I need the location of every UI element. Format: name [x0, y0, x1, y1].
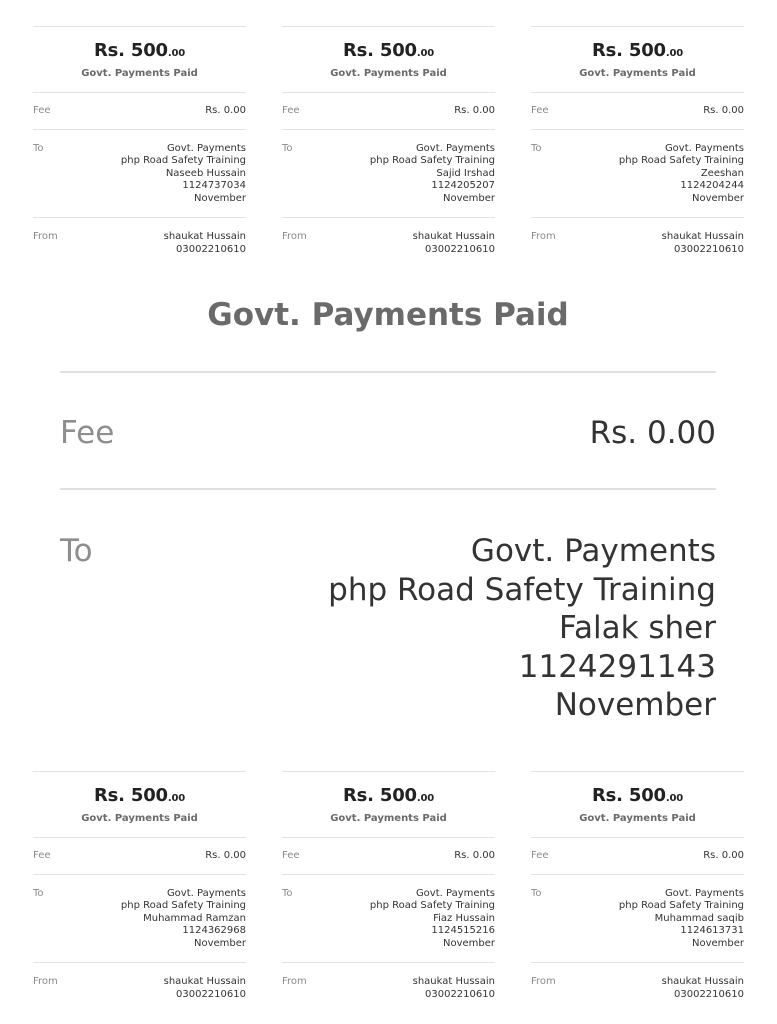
receipt-card [33, 771, 246, 1001]
to-row [282, 130, 495, 218]
to-row [33, 130, 246, 218]
amount-cents: .00 [167, 48, 185, 59]
recipient-line: Muhammad saqib [654, 912, 744, 924]
divider [282, 26, 495, 27]
sender-line: shaukat Hussain [412, 231, 495, 242]
recipient-line: 1124515216 [431, 925, 495, 936]
fee-row [531, 838, 744, 874]
fee-label: Fee [33, 850, 51, 861]
amount-cents: .00 [416, 48, 434, 59]
to-label: To [33, 887, 44, 899]
sender-line: 03002210610 [176, 988, 246, 1000]
recipient-line: November [691, 192, 744, 204]
recipient-line: Govt. Payments [415, 887, 495, 899]
fee-value: Rs. 0.00 [454, 105, 495, 116]
from-row [282, 218, 495, 256]
to-row [33, 875, 246, 963]
featured-status-text: Govt. Payments Paid [207, 297, 569, 333]
status-text: Govt. Payments Paid [579, 68, 696, 79]
receipt-card [531, 26, 744, 256]
featured-fee-row [60, 373, 716, 488]
recipient-line: Govt. Payments [166, 887, 246, 899]
to-label: To [282, 887, 293, 899]
recipient-line: 1124291143 [518, 648, 716, 685]
fee-row [282, 838, 495, 874]
recipient-line: Govt. Payments [415, 142, 495, 154]
recipient-details [121, 143, 246, 206]
amount-main: Rs. 500 [343, 40, 417, 61]
featured-to-row [60, 490, 716, 725]
recipient-line: php Road Safety Training [618, 155, 744, 166]
from-label: From [33, 231, 58, 242]
recipient-line: Govt. Payments [166, 142, 246, 154]
fee-value: Rs. 0.00 [454, 850, 495, 861]
recipient-line: Naseeb Hussain [165, 167, 246, 179]
divider [282, 771, 495, 772]
from-row [33, 218, 246, 256]
receipt-card [282, 26, 495, 256]
divider [531, 26, 744, 27]
fee-row [282, 93, 495, 129]
to-label: To [282, 142, 293, 154]
recipient-line: November [691, 937, 744, 949]
divider [33, 771, 246, 772]
recipient-line: php Road Safety Training [618, 900, 744, 911]
fee-label: Fee [282, 105, 300, 116]
receipt-card [282, 771, 495, 1001]
amount [282, 786, 495, 809]
sender-line: shaukat Hussain [163, 231, 246, 242]
fee-row [33, 838, 246, 874]
amount-main: Rs. 500 [94, 40, 168, 61]
to-label: To [60, 533, 93, 569]
from-label: From [33, 976, 58, 987]
recipient-line: Muhammad Ramzan [143, 912, 246, 924]
amount [531, 786, 744, 809]
fee-value: Rs. 0.00 [589, 415, 716, 451]
amount-cents: .00 [665, 48, 683, 59]
recipient-line: November [554, 687, 716, 723]
from-label: From [282, 231, 307, 242]
recipient-details [370, 888, 495, 951]
from-row [282, 963, 495, 1001]
recipient-line: Falak sher [558, 610, 716, 646]
fee-value: Rs. 0.00 [703, 850, 744, 861]
recipient-details [121, 888, 246, 951]
from-row [531, 218, 744, 256]
to-label: To [531, 887, 542, 899]
recipient-line: November [442, 937, 495, 949]
sender-line: shaukat Hussain [661, 231, 744, 242]
recipient-line: 1124204244 [680, 180, 744, 191]
from-row [33, 963, 246, 1001]
recipient-line: November [442, 192, 495, 204]
sender-line: 03002210610 [425, 243, 495, 255]
fee-label: Fee [60, 415, 115, 451]
from-label: From [531, 976, 556, 987]
recipient-details [370, 143, 495, 206]
sender-line: 03002210610 [176, 243, 246, 255]
amount-main: Rs. 500 [592, 40, 666, 61]
fee-value: Rs. 0.00 [205, 105, 246, 116]
recipient-line: Govt. Payments [470, 533, 716, 569]
recipient-line: php Road Safety Training [369, 900, 495, 911]
amount-main: Rs. 500 [94, 785, 168, 806]
sender-details [164, 976, 246, 1001]
featured-receipt [60, 290, 716, 725]
from-label: From [282, 976, 307, 987]
sender-line: 03002210610 [425, 988, 495, 1000]
amount-main: Rs. 500 [343, 785, 417, 806]
status-text: Govt. Payments Paid [81, 68, 198, 79]
amount [282, 41, 495, 64]
fee-value: Rs. 0.00 [205, 850, 246, 861]
recipient-line: Fiaz Hussain [433, 912, 495, 924]
receipt-card [531, 771, 744, 1001]
recipient-line: November [193, 192, 246, 204]
recipient-line: php Road Safety Training [328, 571, 716, 608]
recipient-line: November [193, 937, 246, 949]
fee-value: Rs. 0.00 [703, 105, 744, 116]
recipient-line: 1124362968 [182, 925, 246, 936]
to-row [531, 875, 744, 963]
recipient-line: php Road Safety Training [120, 900, 246, 911]
status-text: Govt. Payments Paid [330, 813, 447, 824]
fee-row [33, 93, 246, 129]
status-text: Govt. Payments Paid [330, 68, 447, 79]
sender-details [662, 231, 744, 256]
to-row [531, 130, 744, 218]
recipient-line: 1124205207 [431, 180, 495, 191]
sender-line: shaukat Hussain [412, 976, 495, 987]
divider [33, 26, 246, 27]
sender-details [413, 231, 495, 256]
recipient-line: php Road Safety Training [369, 155, 495, 166]
sender-details [413, 976, 495, 1001]
from-label: From [531, 231, 556, 242]
sender-line: 03002210610 [674, 988, 744, 1000]
recipient-line: 1124613731 [680, 925, 744, 936]
from-row [531, 963, 744, 1001]
amount-main: Rs. 500 [592, 785, 666, 806]
status-text: Govt. Payments Paid [579, 813, 696, 824]
amount [531, 41, 744, 64]
fee-row [531, 93, 744, 129]
amount-cents: .00 [416, 793, 434, 804]
recipient-line: 1124737034 [182, 180, 246, 191]
fee-label: Fee [33, 105, 51, 116]
recipient-line: php Road Safety Training [120, 155, 246, 166]
fee-label: Fee [282, 850, 300, 861]
amount [33, 41, 246, 64]
recipient-details [619, 143, 744, 206]
to-label: To [33, 142, 44, 154]
to-row [282, 875, 495, 963]
divider [531, 771, 744, 772]
fee-label: Fee [531, 850, 549, 861]
to-label: To [531, 142, 542, 154]
amount-cents: .00 [665, 793, 683, 804]
sender-details [164, 231, 246, 256]
amount [33, 786, 246, 809]
recipient-line: Zeeshan [700, 167, 744, 179]
recipient-details [328, 532, 716, 725]
amount-cents: .00 [167, 793, 185, 804]
sender-line: shaukat Hussain [661, 976, 744, 987]
fee-label: Fee [531, 105, 549, 116]
recipient-details [619, 888, 744, 951]
recipient-line: Govt. Payments [664, 887, 744, 899]
receipt-card [33, 26, 246, 256]
status-text: Govt. Payments Paid [81, 813, 198, 824]
recipient-line: Sajid Irshad [436, 167, 495, 179]
sender-line: 03002210610 [674, 243, 744, 255]
sender-details [662, 976, 744, 1001]
sender-line: shaukat Hussain [163, 976, 246, 987]
recipient-line: Govt. Payments [664, 142, 744, 154]
